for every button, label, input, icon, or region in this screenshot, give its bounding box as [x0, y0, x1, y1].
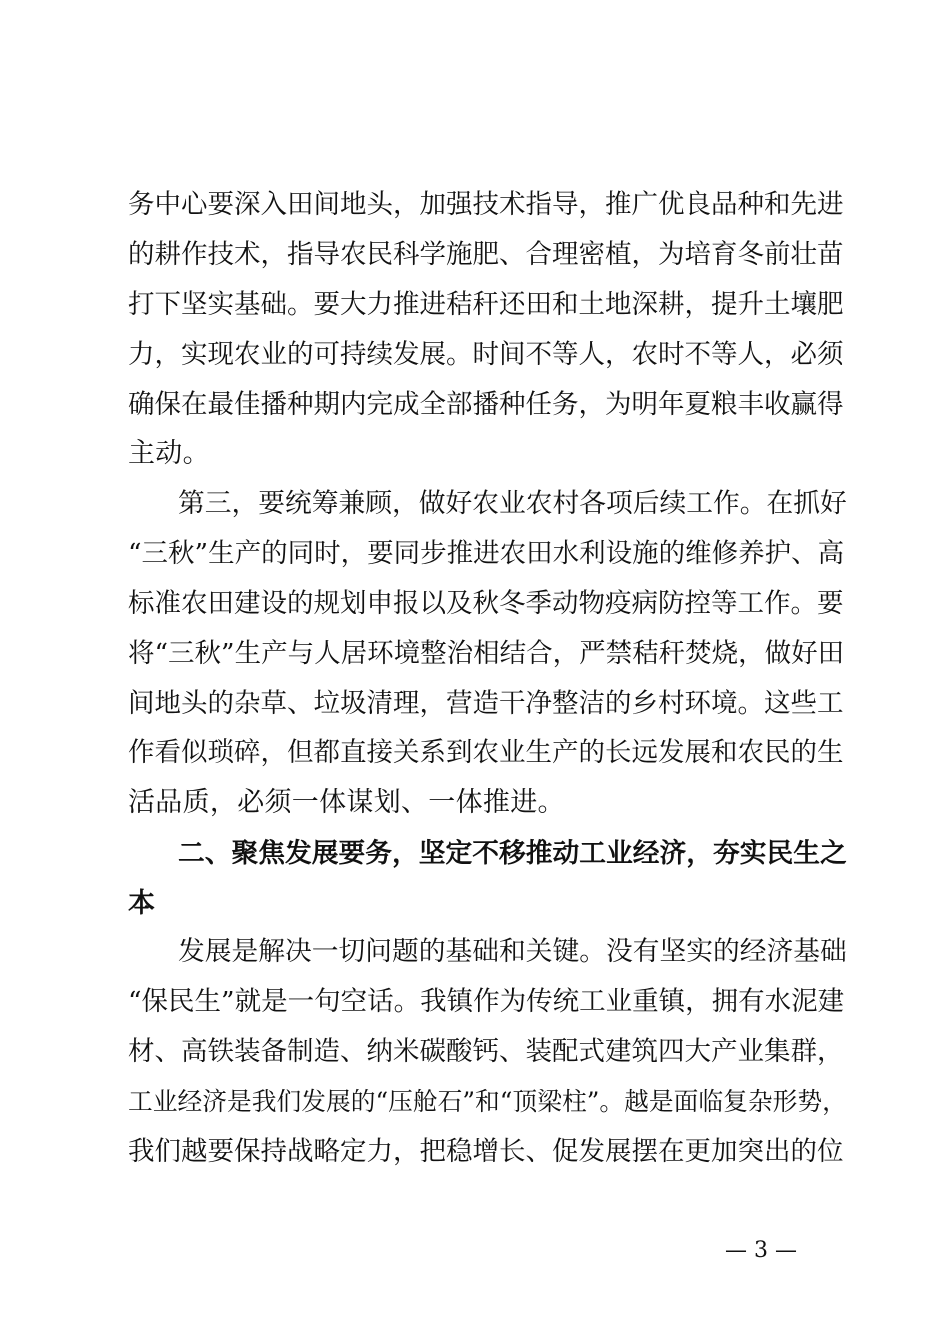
- body-text-line: 确保在最佳播种期内完成全部播种任务，为明年夏粮丰收赢得: [128, 389, 844, 420]
- body-text-line: 活品质，必须一体谋划、一体推进。: [128, 787, 565, 818]
- body-text-line: 的耕作技术，指导农民科学施肥、合理密植，为培育冬前壮苗: [128, 239, 844, 270]
- body-text-line: “保民生”就是一句空话。我镇作为传统工业重镇，拥有水泥建: [128, 986, 845, 1017]
- body-text-line: 间地头的杂草、垃圾清理，营造干净整洁的乡村环境。这些工: [128, 688, 844, 719]
- body-text-line: 打下坚实基础。要大力推进秸秆还田和土地深耕，提升土壤肥: [128, 289, 844, 320]
- section-heading-continued: 本: [128, 888, 156, 919]
- body-text-line: 我们越要保持战略定力，把稳增长、促发展摆在更加突出的位: [128, 1136, 844, 1167]
- body-text-line: 工业经济是我们发展的“压舱石”和“顶梁柱”。越是面临复杂形势，: [128, 1087, 847, 1116]
- paragraph-first-line: 发展是解决一切问题的基础和关键。没有坚实的经济基础: [178, 936, 847, 967]
- body-text-line: 主动。: [128, 438, 210, 469]
- body-text-line: 材、高铁装备制造、纳米碳酸钙、装配式建筑四大产业集群，: [128, 1036, 844, 1067]
- page-number: — 3 —: [725, 1238, 797, 1263]
- body-text-line: 作看似琐碎，但都直接关系到农业生产的长远发展和农民的生: [128, 737, 844, 768]
- body-text-line: 将“三秋”生产与人居环境整治相结合，严禁秸秆焚烧，做好田: [128, 638, 845, 669]
- body-text-line: 力，实现农业的可持续发展。时间不等人，农时不等人，必须: [128, 339, 844, 370]
- body-text-line: 务中心要深入田间地头，加强技术指导，推广优良品种和先进: [128, 189, 844, 220]
- body-text-line: “三秋”生产的同时，要同步推进农田水利设施的维修养护、高: [128, 538, 845, 569]
- paragraph-first-line: 第三，要统筹兼顾，做好农业农村各项后续工作。在抓好: [178, 488, 847, 519]
- body-text-line: 标准农田建设的规划申报以及秋冬季动物疫病防控等工作。要: [128, 588, 844, 619]
- section-heading: 二、聚焦发展要务，坚定不移推动工业经济，夯实民生之: [178, 838, 847, 869]
